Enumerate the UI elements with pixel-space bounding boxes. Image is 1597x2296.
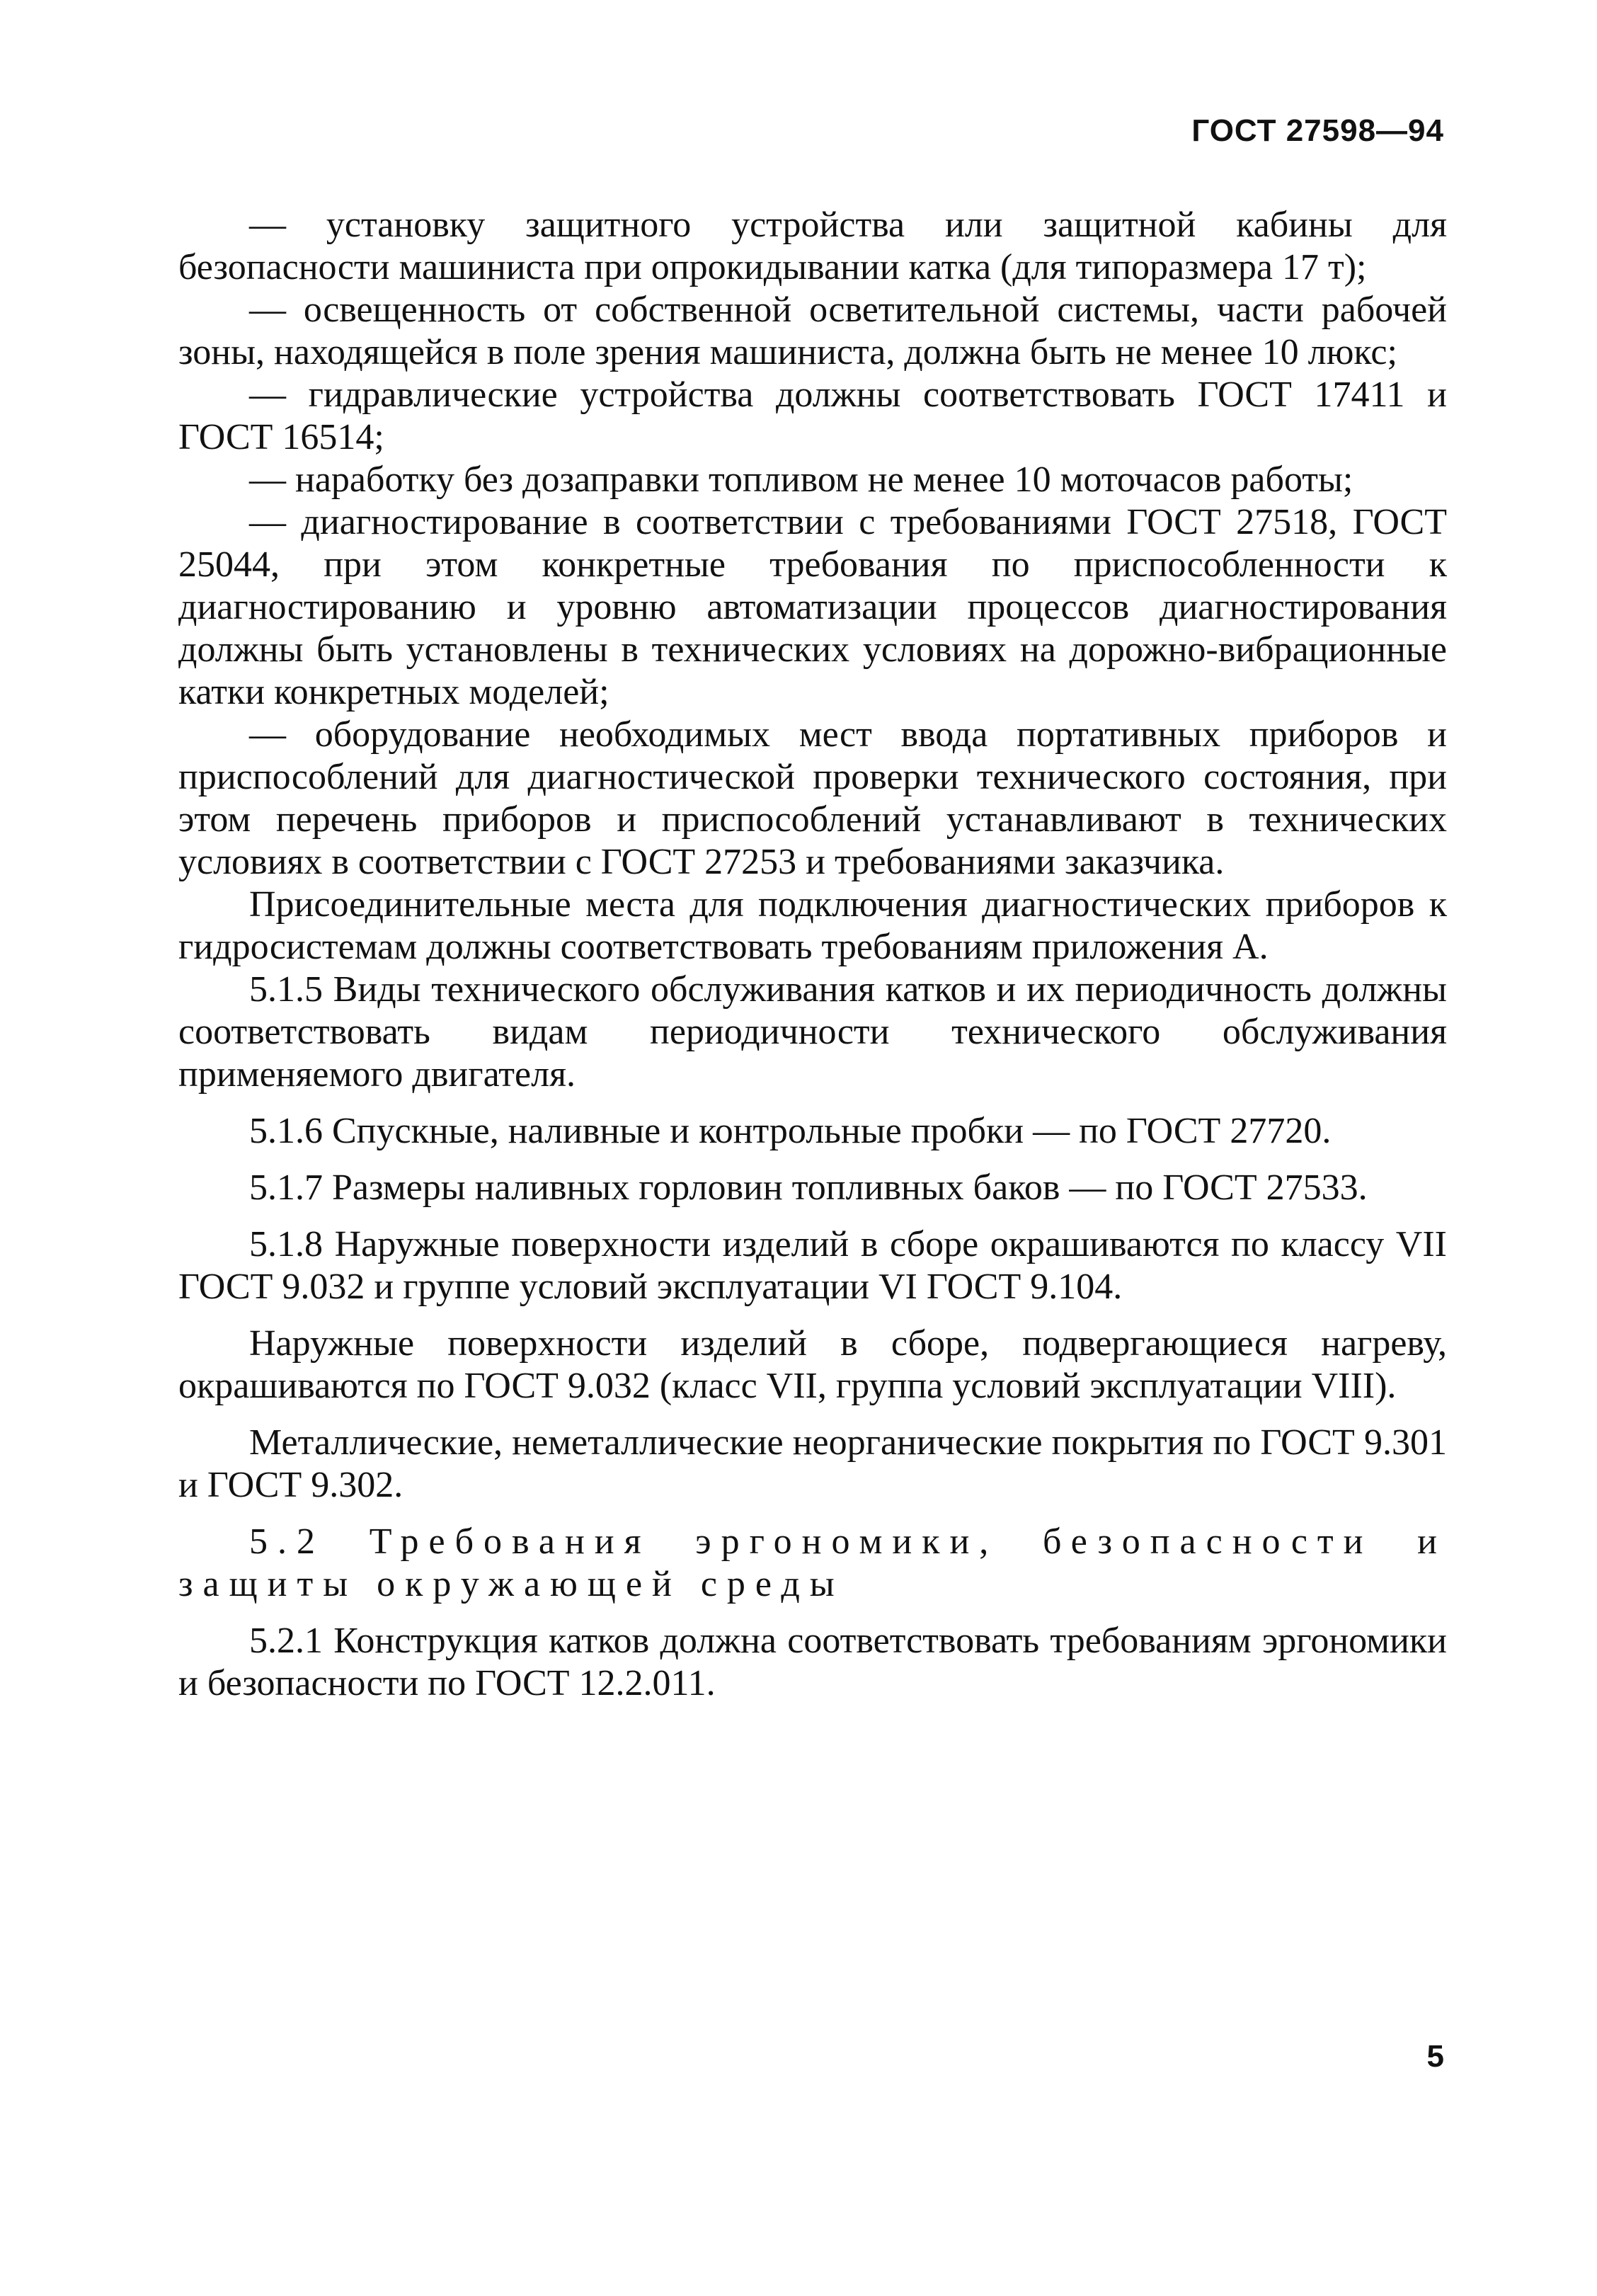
section-heading-5-2: 5.2 Требования эргономики, безопасности и защиты окружающей среды: [178, 1521, 1447, 1604]
clause-5-1-7: 5.1.7 Размеры наливных горловин топливных баков — по ГОСТ 27533.: [249, 1167, 1368, 1208]
clause-5-1-8: 5.1.8 Наружные поверхности изделий в сборе окрашиваются по классу VII ГОСТ 9.032 и группе условий эксплуатации VI ГОСТ 9.104.: [178, 1224, 1447, 1307]
paragraph: Металлические, неметаллические неорганические покрытия по ГОСТ 9.301 и ГОСТ 9.302.: [178, 1422, 1447, 1505]
clause-5-2-1: 5.2.1 Конструкция катков должна соответствовать требованиям эргономики и безопасности по ГОСТ 12.2.011.: [178, 1621, 1447, 1703]
paragraph: — освещенность от собственной осветительной системы, части рабочей зоны, находящейся в поле зрения машиниста, должна быть не менее 10 люкс;: [178, 290, 1447, 372]
clause-5-1-6: 5.1.6 Спускные, наливные и контрольные пробки — по ГОСТ 27720.: [249, 1111, 1332, 1151]
paragraph: Присоединительные места для подключения диагностических приборов к гидросистемам должны соответствовать требованиям приложения А.: [178, 884, 1447, 967]
paragraph: — наработку без дозаправки топливом не менее 10 моточасов работы;: [249, 459, 1353, 500]
paragraph: — установку защитного устройства или защитной кабины для безопасности машиниста при опрокидывании катка (для типоразмера 17 т);: [178, 205, 1447, 287]
page-number: 5: [1426, 2039, 1444, 2074]
clause-5-1-5: 5.1.5 Виды технического обслуживания катков и их периодичность должны соответствовать видам периодичности технического обслуживания применяемого двигателя.: [178, 969, 1447, 1095]
paragraph: — гидравлические устройства должны соответствовать ГОСТ 17411 и ГОСТ 16514;: [178, 375, 1447, 457]
document-body: [178, 204, 1447, 1705]
paragraph: — оборудование необходимых мест ввода портативных приборов и приспособлений для диагностической проверки технического состояния, при этом перечень приборов и приспособлений устанавливают в технических условиях в соответствии с ГОСТ 27253 и требованиями заказчика.: [178, 714, 1447, 882]
standard-header: ГОСТ 27598—94: [1191, 113, 1444, 148]
paragraph: — диагностирование в соответствии с требованиями ГОСТ 27518, ГОСТ 25044, при этом конкретные требования по приспособленности к диагностированию и уровню автоматизации процессов диагностирования должны быть установлены в технических условиях на дорожно-вибрационные катки конкретных моделей;: [178, 502, 1447, 712]
paragraph: Наружные поверхности изделий в сборе, подвергающиеся нагреву, окрашиваются по ГОСТ 9.032 (класс VII, группа условий эксплуатации VIII).: [178, 1323, 1447, 1406]
